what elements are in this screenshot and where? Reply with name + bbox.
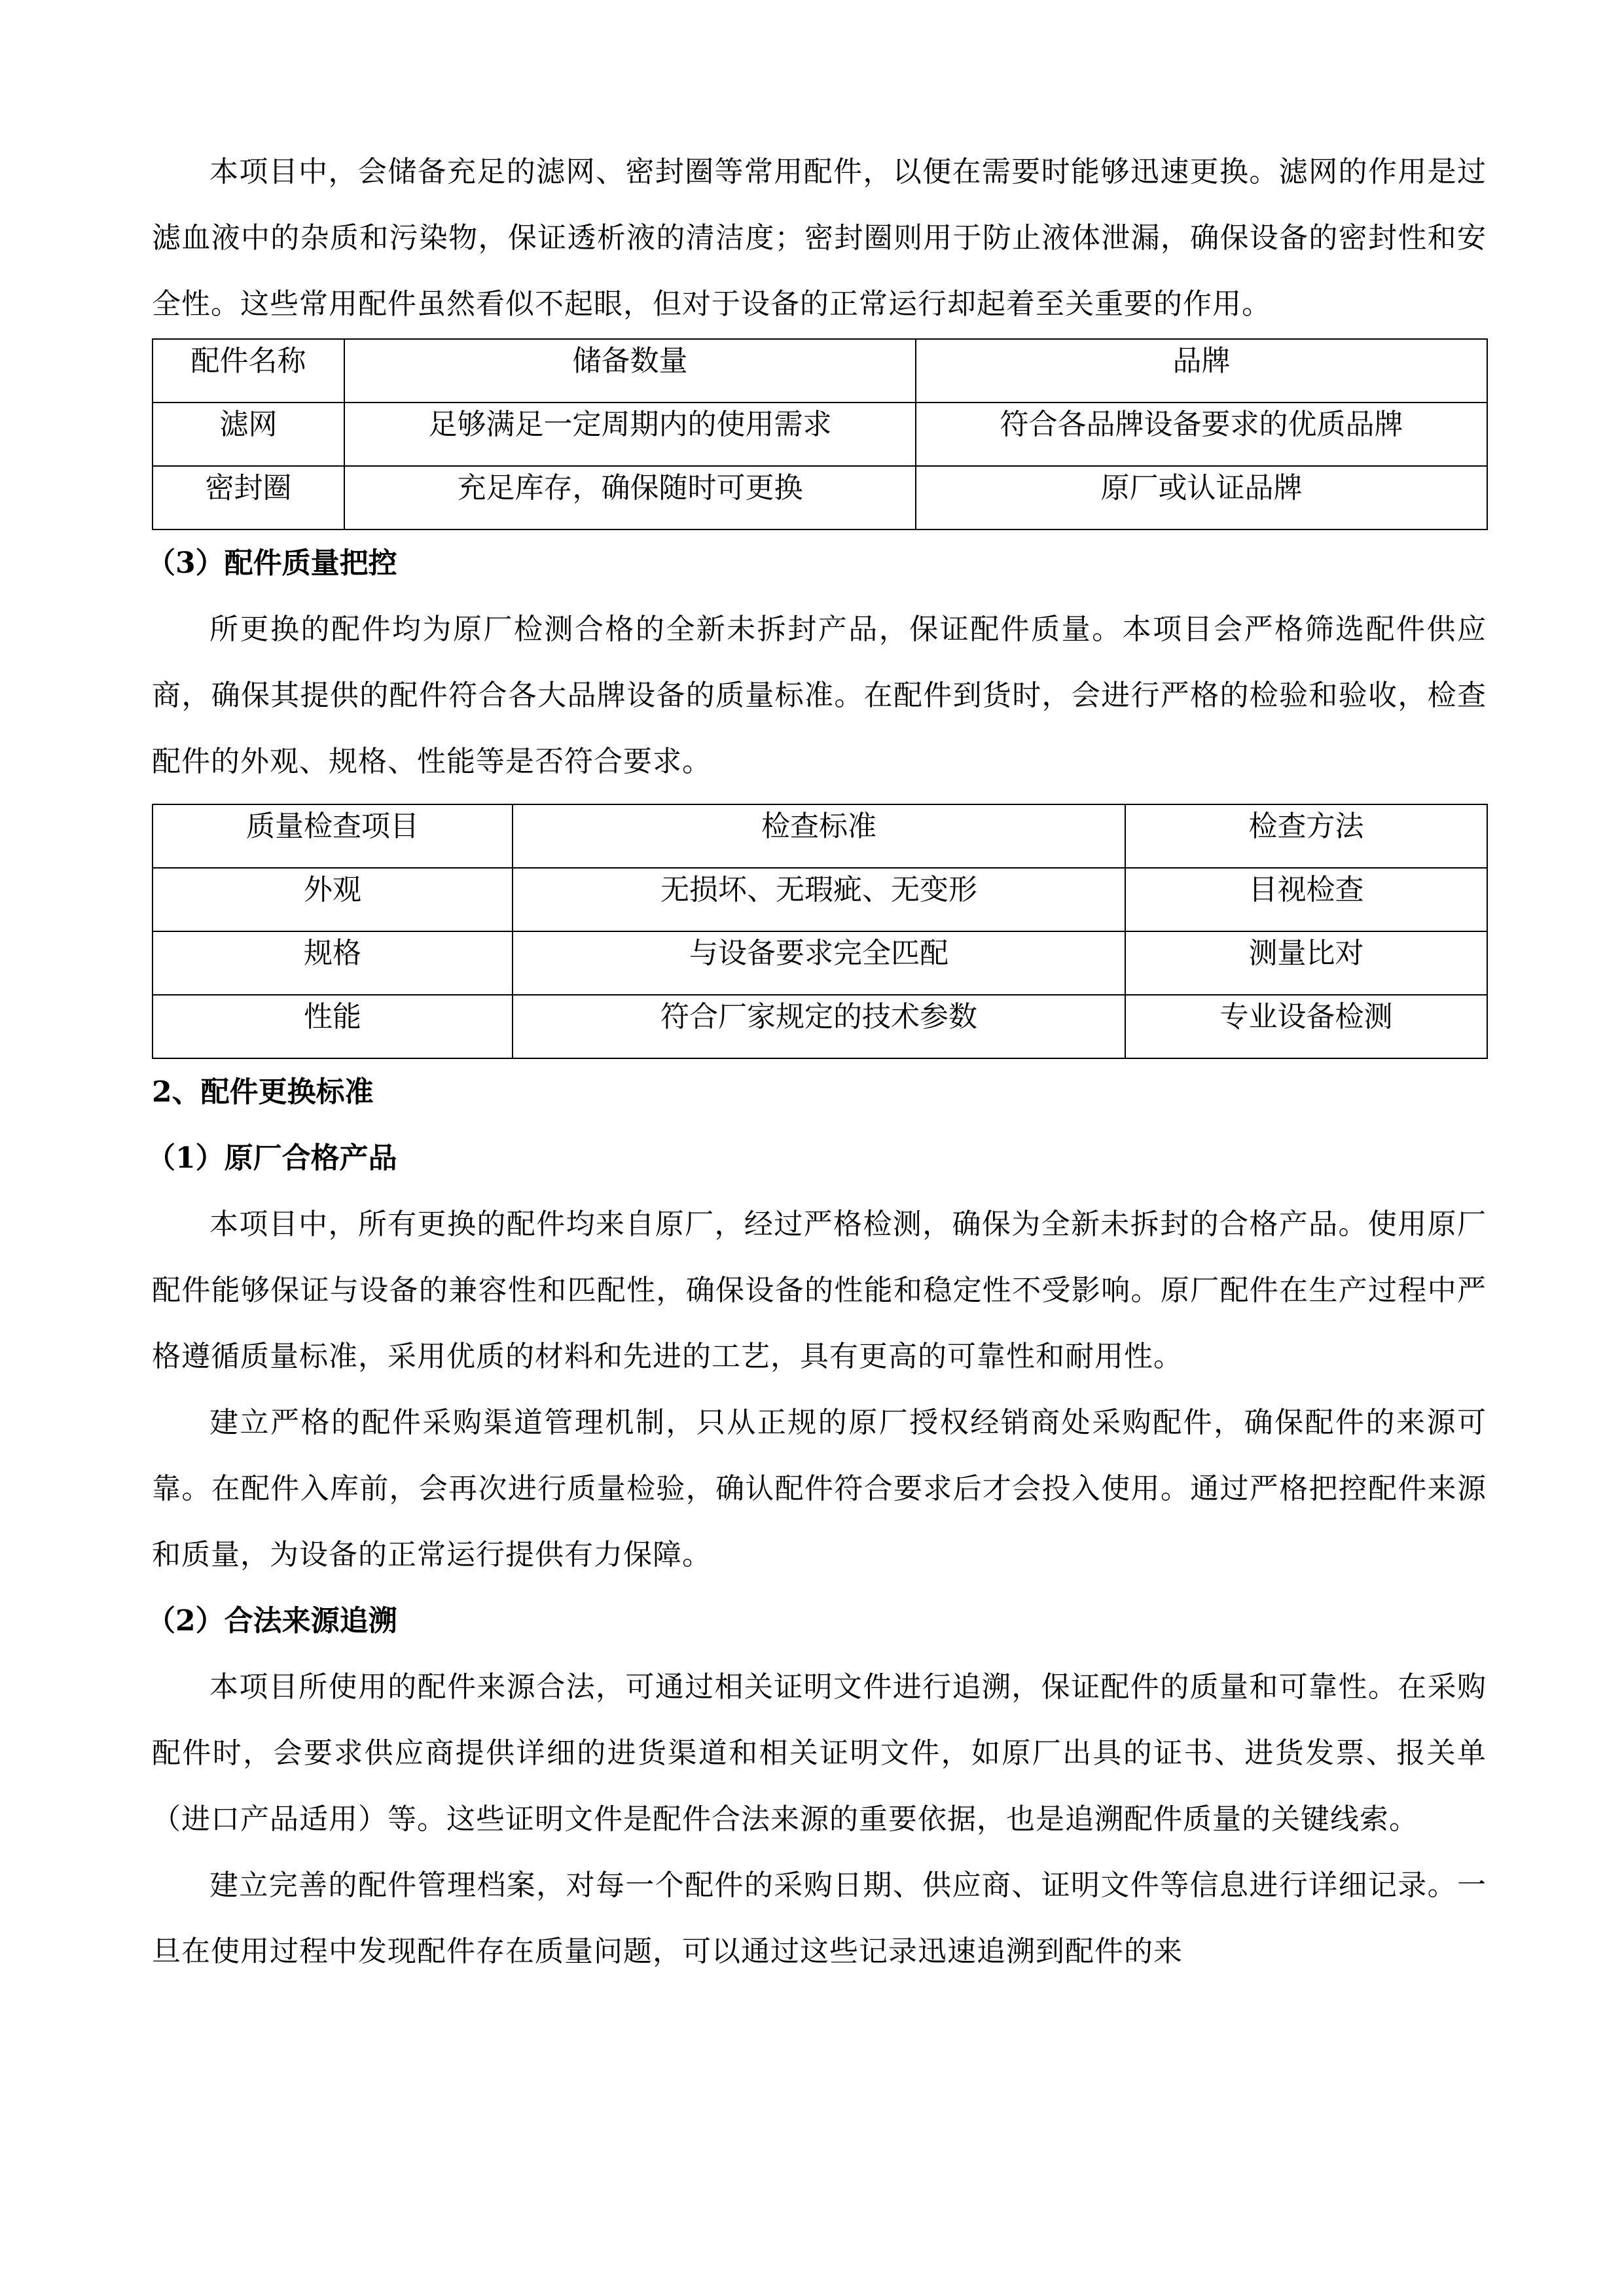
table-cell: 性能 (153, 995, 513, 1058)
paragraph-spare-parts-stock: 本项目中，会储备充足的滤网、密封圈等常用配件，以便在需要时能够迅速更换。滤网的作用是过滤血液中的杂质和污染物，保证透析液的清洁度；密封圈则用于防止液体泄漏，确保设备的密封性和安全性。这些常用配件虽然看似不起眼，但对于设备的正常运行却起着至关重要的作用。 (152, 155, 1487, 321)
table-cell: 滤网 (153, 403, 344, 466)
heading-replacement-standard: 2、配件更换标准 (152, 1075, 374, 1109)
table-header-cell: 储备数量 (344, 339, 916, 403)
document-page (147, 139, 1487, 1984)
table-cell: 充足库存，确保随时可更换 (344, 466, 916, 529)
paragraph-procurement-channel: 建立严格的配件采购渠道管理机制，只从正规的原厂授权经销商处采购配件，确保配件的来源可靠。在配件入库前，会再次进行质量检验，确认配件符合要求后才会投入使用。通过严格把控配件来源和质量，为设备的正常运行提供有力保障。 (152, 1406, 1487, 1571)
table-cell: 与设备要求完全匹配 (513, 931, 1125, 995)
heading-original-products: （1）原厂合格产品 (147, 1141, 397, 1175)
table-header-cell: 检查标准 (513, 804, 1125, 868)
table-cell: 目视检查 (1125, 868, 1487, 931)
table-header-cell: 检查方法 (1125, 804, 1487, 868)
table-cell: 外观 (153, 868, 513, 931)
table-row (153, 931, 1487, 995)
paragraph-management-records: 建立完善的配件管理档案，对每一个配件的采购日期、供应商、证明文件等信息进行详细记录。一旦在使用过程中发现配件存在质量问题，可以通过这些记录迅速追溯到配件的来 (152, 1869, 1487, 1968)
paragraph-legal-source: 本项目所使用的配件来源合法，可通过相关证明文件进行追溯，保证配件的质量和可靠性。在采购配件时，会要求供应商提供详细的进货渠道和相关证明文件，如原厂出具的证书、进货发票、报关单（进口产品适用）等。这些证明文件是配件合法来源的重要依据，也是追溯配件质量的关键线索。 (152, 1670, 1487, 1836)
table-cell: 专业设备检测 (1125, 995, 1487, 1058)
table-cell: 测量比对 (1125, 931, 1487, 995)
table-cell: 符合厂家规定的技术参数 (513, 995, 1125, 1058)
table-row (153, 868, 1487, 931)
table-cell: 原厂或认证品牌 (916, 466, 1487, 529)
quality-check-table (152, 804, 1488, 1059)
paragraph-quality-control: 所更换的配件均为原厂检测合格的全新未拆封产品，保证配件质量。本项目会严格筛选配件供应商，确保其提供的配件符合各大品牌设备的质量标准。在配件到货时，会进行严格的检验和验收，检查配件的外观、规格、性能等是否符合要求。 (152, 613, 1487, 778)
table-header-cell: 配件名称 (153, 339, 344, 403)
table-header-row (153, 339, 1487, 403)
table-cell: 符合各品牌设备要求的优质品牌 (916, 403, 1487, 466)
table-row (153, 995, 1487, 1058)
table-header-cell: 质量检查项目 (153, 804, 513, 868)
table-cell: 规格 (153, 931, 513, 995)
spare-parts-table (152, 338, 1488, 530)
table-row (153, 403, 1487, 466)
heading-quality-control: （3）配件质量把控 (147, 547, 397, 580)
heading-legal-source: （2）合法来源追溯 (147, 1604, 397, 1638)
table-header-cell: 品牌 (916, 339, 1487, 403)
table-row (153, 466, 1487, 529)
table-cell: 无损坏、无瑕疵、无变形 (513, 868, 1125, 931)
paragraph-original-products: 本项目中，所有更换的配件均来自原厂，经过严格检测，确保为全新未拆封的合格产品。使用原厂配件能够保证与设备的兼容性和匹配性，确保设备的性能和稳定性不受影响。原厂配件在生产过程中严格遵循质量标准，采用优质的材料和先进的工艺，具有更高的可靠性和耐用性。 (152, 1208, 1487, 1373)
table-header-row (153, 804, 1487, 868)
table-cell: 足够满足一定周期内的使用需求 (344, 403, 916, 466)
table-cell: 密封圈 (153, 466, 344, 529)
